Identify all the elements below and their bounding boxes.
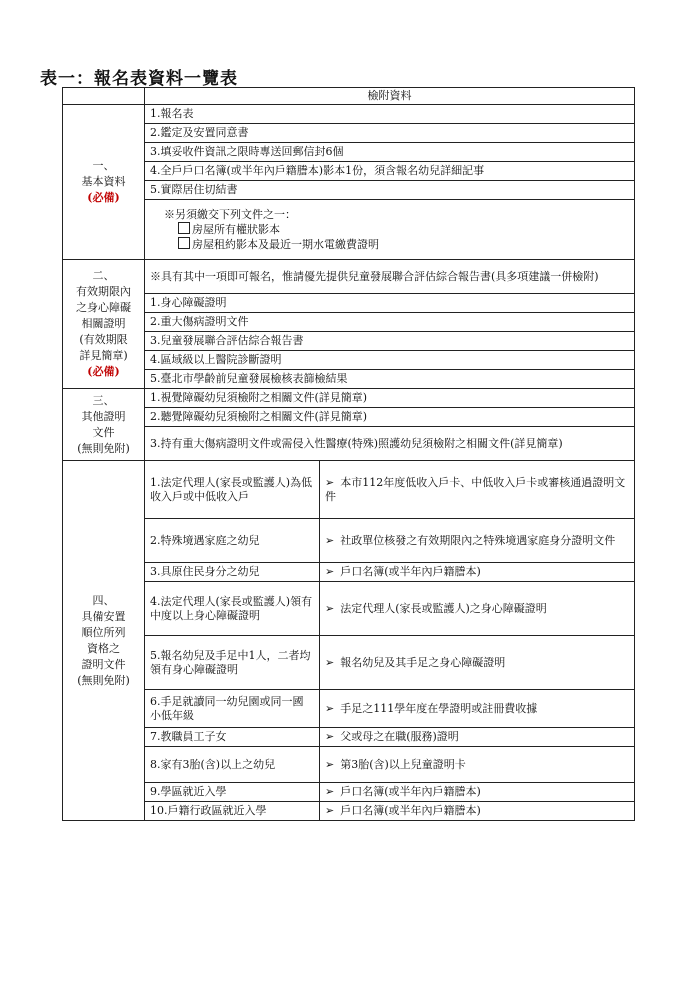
priority-document: ➢ 戶口名簿(或半年內戶籍謄本) [320,802,635,821]
section-label-other: 三、 其他證明 文件 (無則免附) [63,389,145,461]
arrow-bullet-icon: ➢ [325,804,335,817]
priority-document: ➢ 戶口名簿(或半年內戶籍謄本) [320,783,635,802]
arrow-bullet-icon: ➢ [325,655,335,669]
priority-condition: 5.報名幼兒及手足中1人，二者均領有身心障礙證明 [145,636,320,690]
disability-note: ※具有其中一項即可報名，惟請優先提供兒童發展聯合評估綜合報告書(具多項建議一併檢附) [145,260,635,294]
other-item: 2.聽覺障礙幼兒須檢附之相關文件(詳見簡章) [145,408,635,427]
priority-condition: 7.教職員工子女 [145,728,320,747]
disability-item: 4.區域級以上醫院診斷證明 [145,351,635,370]
arrow-bullet-icon: ➢ [325,601,335,615]
arrow-bullet-icon: ➢ [325,533,335,547]
priority-condition: 10.戶籍行政區就近入學 [145,802,320,821]
priority-document: ➢ 社政單位核發之有效期限內之特殊境遇家庭身分證明文件 [320,519,635,563]
priority-document: ➢ 報名幼兒及其手足之身心障礙證明 [320,636,635,690]
disability-item: 1.身心障礙證明 [145,294,635,313]
disability-item: 3.兒童發展聯合評估綜合報告書 [145,332,635,351]
priority-condition: 4.法定代理人(家長或監護人)領有中度以上身心障礙證明 [145,582,320,636]
priority-document: ➢ 手足之111學年度在學證明或註冊費收據 [320,690,635,728]
other-item: 3.持有重大傷病證明文件或需侵入性醫療(特殊)照護幼兒須檢附之相關文件(詳見簡章) [145,427,635,461]
arrow-bullet-icon: ➢ [325,757,335,771]
priority-condition: 6.手足就讀同一幼兒園或同一國小低年級 [145,690,320,728]
arrow-bullet-icon: ➢ [325,565,335,578]
priority-document: ➢ 法定代理人(家長或監護人)之身心障礙證明 [320,582,635,636]
residence-note [145,200,635,260]
priority-document: ➢ 戶口名簿(或半年內戶籍謄本) [320,563,635,582]
disability-item: 2.重大傷病證明文件 [145,313,635,332]
basic-item: 5.實際居住切結書 [145,181,635,200]
priority-document: ➢ 父或母之在職(服務)證明 [320,728,635,747]
basic-item: 2.鑑定及安置同意書 [145,124,635,143]
registration-table [62,87,635,821]
arrow-bullet-icon: ➢ [325,785,335,798]
other-item: 1.視覺障礙幼兒須檢附之相關文件(詳見簡章) [145,389,635,408]
priority-condition: 2.特殊境遇家庭之幼兒 [145,519,320,563]
priority-condition: 8.家有3胎(含)以上之幼兒 [145,747,320,783]
basic-item: 1.報名表 [145,105,635,124]
priority-document: ➢ 第3胎(含)以上兒童證明卡 [320,747,635,783]
table-header: 檢附資料 [145,88,635,105]
arrow-bullet-icon: ➢ [325,730,335,743]
disability-item: 5.臺北市學齡前兒童發展檢核表篩檢結果 [145,370,635,389]
checkbox-icon [178,222,190,234]
basic-item: 3.填妥收件資訊之限時專送回郵信封6個 [145,143,635,162]
priority-condition: 1.法定代理人(家長或監護人)為低收入戶或中低收入戶 [145,461,320,519]
page-title: 表一：報名表資料一覽表 [40,69,238,89]
section-label-disability: 二、 有效期限內 之身心障礙 相關證明 (有效期限 詳見簡章) (必備) [63,260,145,389]
section-label-priority: 四、 具備安置 順位所列 資格之 證明文件 (無則免附) [63,461,145,821]
extra-note: ※另須繳交下列文件之一： [164,207,296,221]
header-row [63,88,635,105]
basic-item: 4.全戶戶口名簿(或半年內戶籍謄本)影本1份，須含報名幼兒詳細記事 [145,162,635,181]
required-mark: (必備) [87,191,120,204]
priority-document: ➢ 本市112年度低收入戶卡、中低收入戶卡或審核通過證明文件 [320,461,635,519]
section-label-basic: 一、 基本資料 (必備) [63,105,145,260]
priority-condition: 3.具原住民身分之幼兒 [145,563,320,582]
priority-condition: 9.學區就近入學 [145,783,320,802]
arrow-bullet-icon: ➢ [325,475,335,489]
option-lease: 房屋租約影本及最近一期水電繳費證明 [150,237,629,252]
arrow-bullet-icon: ➢ [325,701,335,715]
option-ownership: 房屋所有權狀影本 [150,222,629,237]
checkbox-icon [178,237,190,249]
required-mark: (必備) [87,365,120,378]
